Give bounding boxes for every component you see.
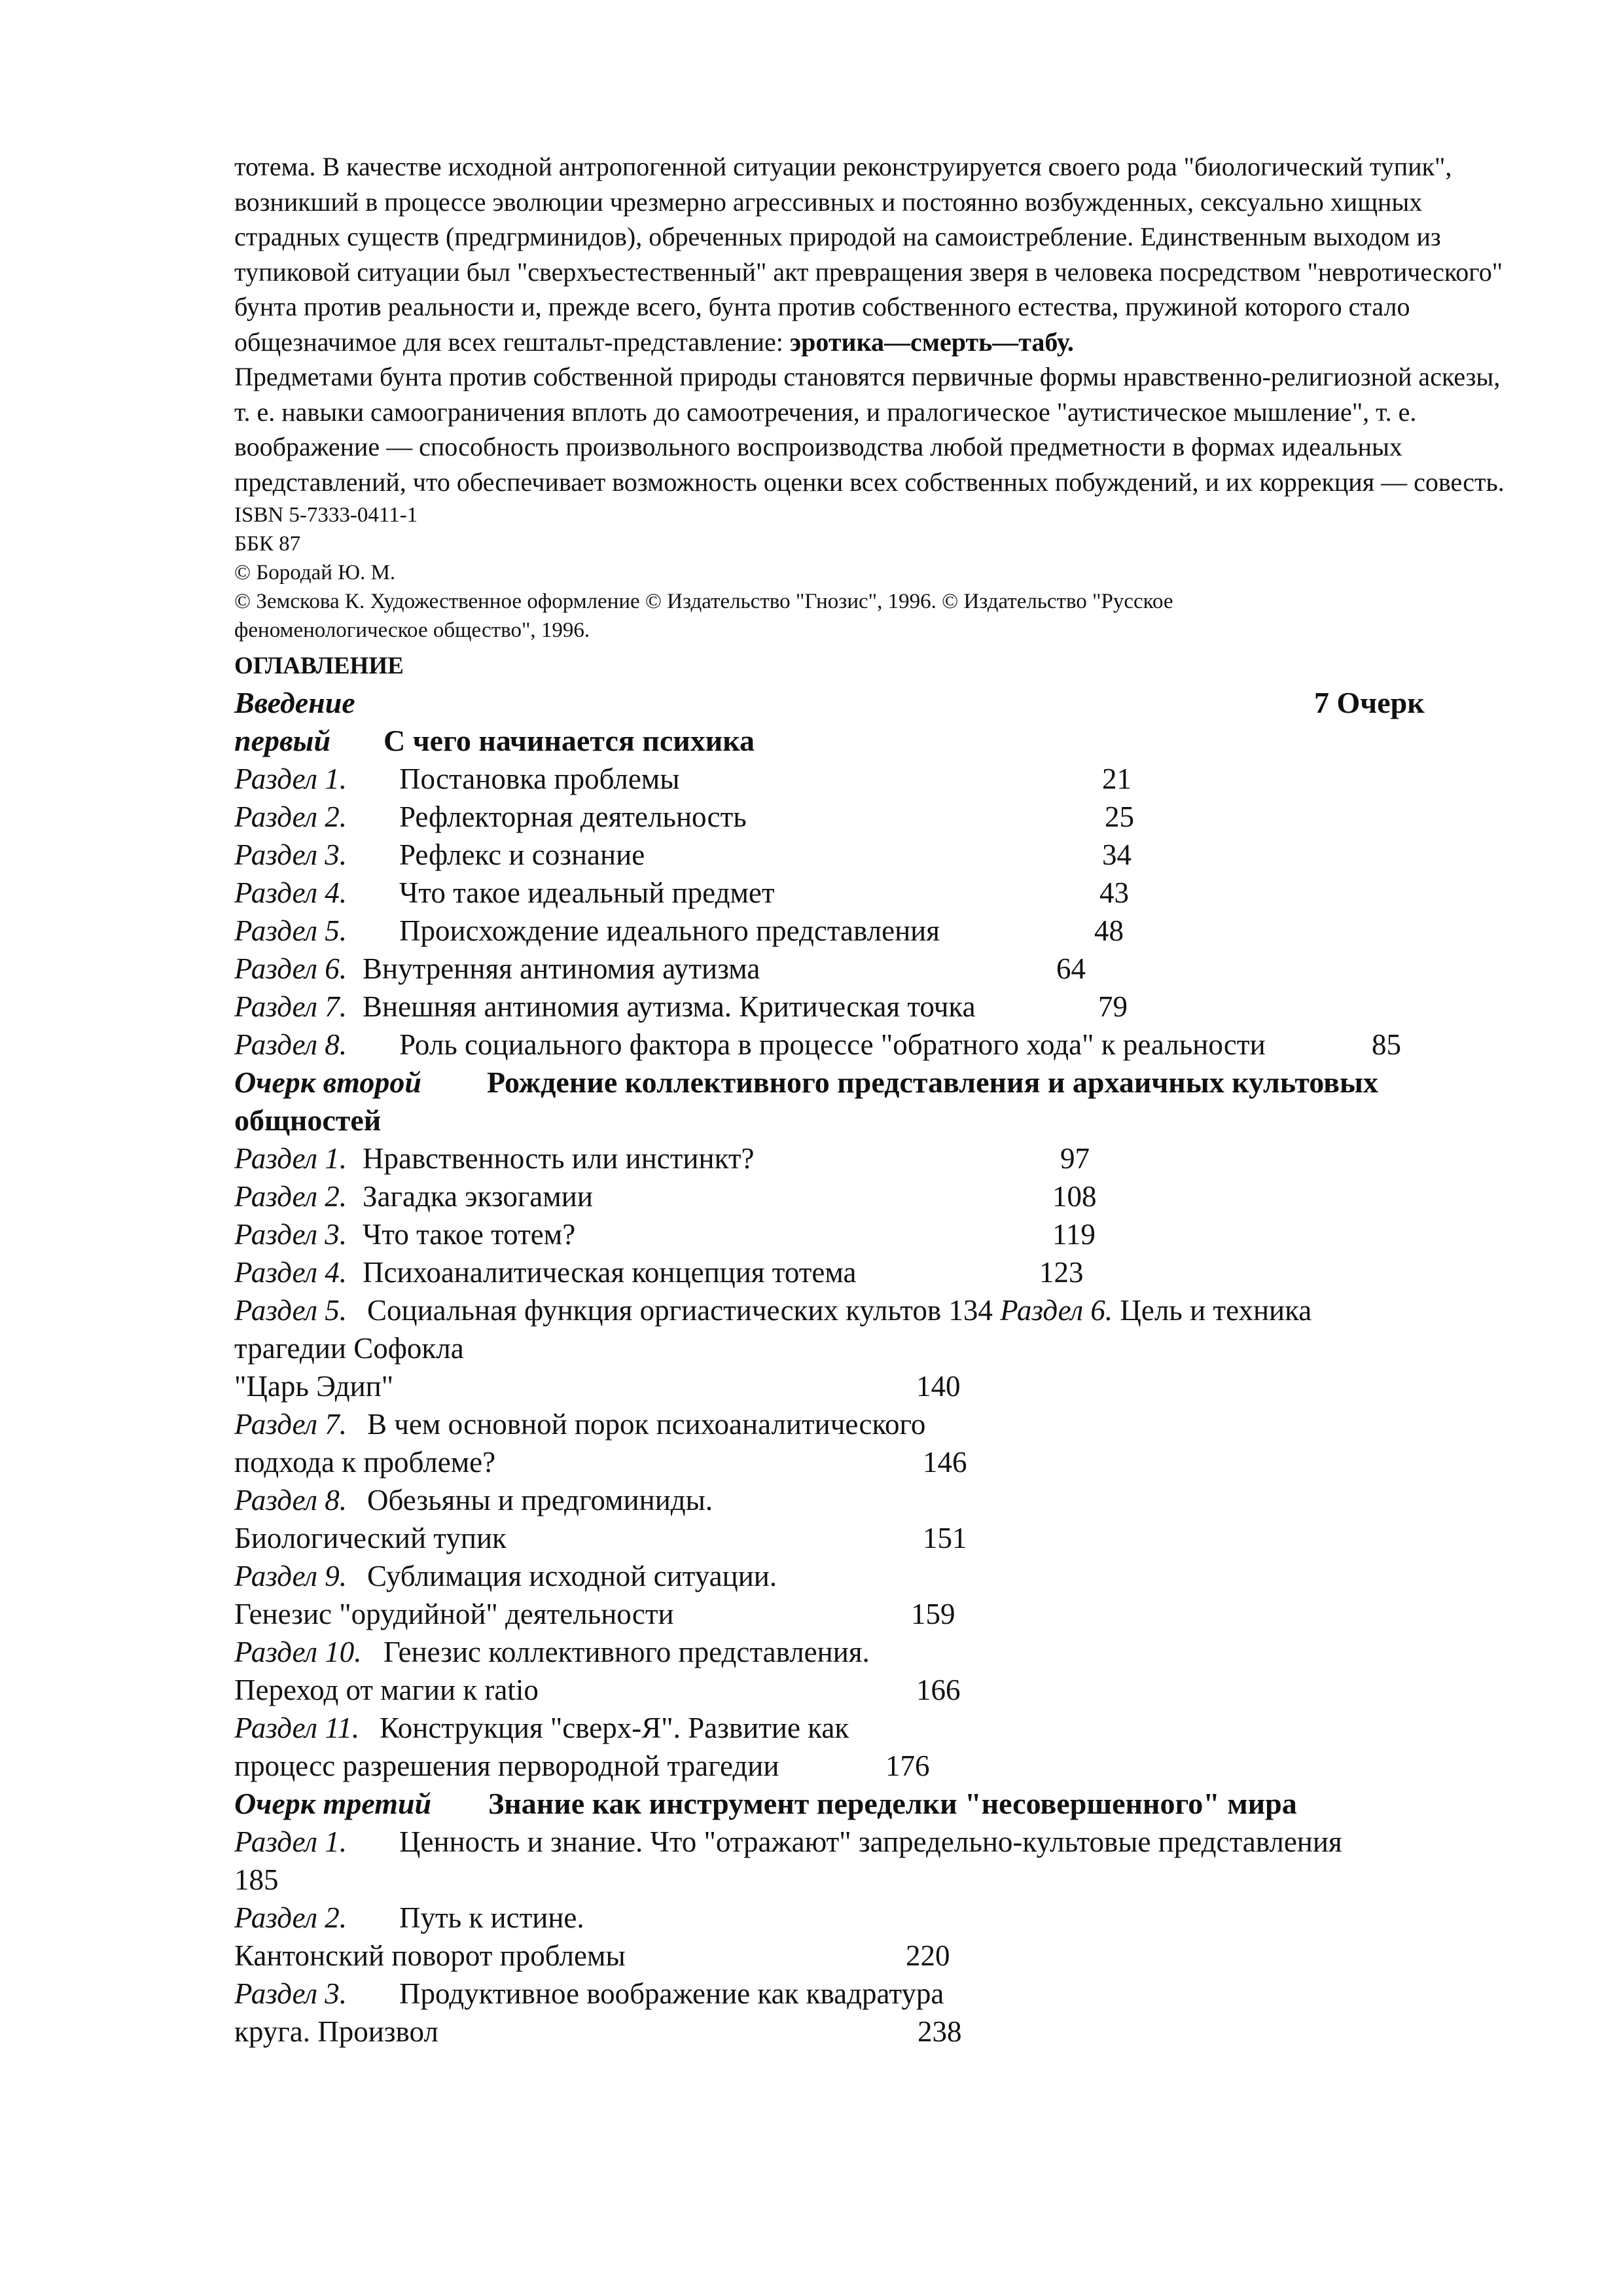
toc-entry-cont: подхода к проблеме? 146 <box>234 1446 967 1479</box>
table-of-contents <box>234 684 1517 2051</box>
toc-entry-title: Что такое тотем? <box>363 1218 576 1251</box>
isbn: ISBN 5-7333-0411-1 <box>234 503 418 527</box>
toc-entry-page: 25 <box>1105 800 1134 833</box>
toc-entry-title: Что такое идеальный предмет <box>399 876 775 909</box>
toc-entry-page: 108 <box>1052 1180 1097 1213</box>
toc-intro-tail: 7 Очерк <box>1314 686 1425 719</box>
toc-chapter-2-items <box>234 1139 1517 1291</box>
toc-entry-cont: Переход от магии к ratio 166 <box>234 1674 961 1706</box>
toc-entry: Раздел 8. Обезьяны и предгоминиды. <box>234 1484 713 1516</box>
toc-entry-label: Раздел 2. <box>234 800 348 833</box>
toc-entry <box>234 950 1517 988</box>
author-copyright: © Бородай Ю. М. <box>234 561 396 584</box>
toc-entry-label: Раздел 1. <box>234 762 348 795</box>
design-copyright-cont: феноменологическое общество", 1996. <box>234 619 590 642</box>
toc-entry-label: Раздел 4. <box>234 1256 348 1289</box>
toc-entry-label: Раздел 7. <box>234 990 348 1023</box>
toc-entry-page: 34 <box>1102 838 1132 871</box>
document-page <box>234 149 1517 2051</box>
toc-entry: Раздел 2. Путь к истине. <box>234 1901 584 1934</box>
toc-entry: Раздел 1. Ценность и знание. Что "отражают" запредельно-культовые представления <box>234 1825 1342 1858</box>
toc-entry <box>234 836 1517 874</box>
toc-chapter-3: Очерк третий Знание как инструмент переделки "несовершенного" мира <box>234 1787 1297 1820</box>
toc-entry-cont: "Царь Эдип" 140 <box>234 1370 961 1403</box>
toc-entry-label: Раздел 2. <box>234 1180 348 1213</box>
toc-entry <box>234 798 1517 836</box>
toc-entry: Раздел 3. Продуктивное воображение как квадратура <box>234 1977 944 2010</box>
toc-entry <box>234 1139 1517 1177</box>
toc-entry: Раздел 5. Социальная функция оргиастических культов 134 Раздел 6. Цель и техника <box>234 1294 1312 1327</box>
toc-entry-page: 79 <box>1098 990 1128 1023</box>
toc-chapter-2-cont: общностей <box>234 1103 382 1137</box>
toc-entry-label: Раздел 8. <box>234 1028 348 1061</box>
bbk: ББК 87 <box>234 532 301 556</box>
toc-entry-title: Психоаналитическая концепция тотема <box>363 1256 857 1289</box>
toc-entry: Раздел 7. В чем основной порок психоаналитического <box>234 1408 926 1441</box>
toc-entry-label: Раздел 3. <box>234 838 348 871</box>
toc-entry-page: 119 <box>1052 1218 1096 1251</box>
toc-entry-page: 123 <box>1039 1256 1084 1289</box>
toc-entry-label: Раздел 1. <box>234 1142 348 1175</box>
toc-entry-title: Рефлекс и сознание <box>399 838 645 871</box>
toc-entry-label: Раздел 6. <box>234 952 348 985</box>
toc-entry-title: Происхождение идеального представления <box>399 914 940 947</box>
toc-entry-page: 64 <box>1056 952 1086 985</box>
toc-entry: Раздел 10. Генезис коллективного представления. <box>234 1636 870 1668</box>
toc-chapter-1-items <box>234 760 1517 1064</box>
toc-entry <box>234 1026 1517 1064</box>
imprint <box>234 501 1517 645</box>
toc-entry <box>234 874 1517 912</box>
toc-entry-page: 21 <box>1102 762 1132 795</box>
abstract-text <box>234 149 1517 499</box>
toc-entry: Раздел 11. Конструкция "сверх-Я". Развитие как <box>234 1712 849 1744</box>
toc-entry <box>234 988 1517 1026</box>
toc-entry <box>234 912 1517 950</box>
design-copyright: © Земскова К. Художественное оформление © Издательство "Гнозис", 1996. © Издательство "Русское <box>234 590 1173 613</box>
toc-entry-page: 85 <box>1372 1028 1401 1061</box>
toc-entry-cont: процесс разрешения первородной трагедии 176 <box>234 1749 930 1782</box>
toc-entry: Раздел 9. Сублимация исходной ситуации. <box>234 1560 777 1592</box>
toc-entry <box>234 1253 1517 1291</box>
toc-entry-title: Нравственность или инстинкт? <box>363 1142 755 1175</box>
toc-entry-cont: Кантонский поворот проблемы 220 <box>234 1939 950 1972</box>
toc-heading: ОГЛАВЛЕНИЕ <box>234 653 404 679</box>
key-formula: эротика—смерть—табу. <box>789 327 1074 357</box>
toc-entry-title: Роль социального фактора в процессе "обратного хода" к реальности <box>399 1028 1266 1061</box>
toc-entry-page: 43 <box>1099 876 1129 909</box>
toc-entry-page: 97 <box>1060 1142 1090 1175</box>
toc-chapter-1: первый С чего начинается психика <box>234 724 755 757</box>
toc-entry-title: Внутренняя антиномия аутизма <box>363 952 760 985</box>
toc-entry-cont: Биологический тупик 151 <box>234 1522 967 1554</box>
toc-entry <box>234 1177 1517 1215</box>
toc-entry-cont: трагедии Софокла <box>234 1332 464 1365</box>
toc-entry-label: Раздел 4. <box>234 876 348 909</box>
toc-intro: Введение 7 Очерк <box>234 684 1517 722</box>
abstract-paragraph-2: Предметами бунта против собственной природы становятся первичные формы нравственно-религиозной аскезы, т. е. навыки самоограничения вплоть до самоотречения, и пралогическое "аутистическое мышление", т. е. воображение — способность произвольного воспроизводства любой предметности в формах идеальных представлений, что обеспечивает возможность оценки всех собственных побуждений, и их коррекция — совесть. <box>234 362 1505 497</box>
toc-entry-page: 48 <box>1094 914 1124 947</box>
toc-entry-cont: Генезис "орудийной" деятельности 159 <box>234 1598 955 1630</box>
toc-entry-cont: 185 <box>234 1863 279 1896</box>
toc-entry-title: Внешняя антиномия аутизма. Критическая точка <box>363 990 976 1023</box>
toc-entry <box>234 760 1517 798</box>
abstract-paragraph-1: тотема. В качестве исходной антропогенной ситуации реконструируется своего рода "биологический тупик", возникший в процессе эволюции чрезмерно агрессивных и постоянно возбужденных, сексуально хищных страдных существ (предгрминидов), обреченных природой на самоистребление. Единственным выходом из тупиковой ситуации был "сверхъестественный" акт превращения зверя в человека посредством "невротического" бунта против реальности и, прежде всего, бунта против собственного естества, пружиной которого стало общезначимое для всех гештальт-представление: эротика—смерть—табу. <box>234 152 1503 357</box>
toc-entry-title: Загадка экзогамии <box>363 1180 593 1213</box>
toc-chapter-2: Очерк второй Рождение коллективного представления и архаичных культовых <box>234 1066 1378 1099</box>
toc-entry-label: Раздел 5. <box>234 914 348 947</box>
toc-entry-cont: круга. Произвол 238 <box>234 2015 962 2048</box>
toc-entry-title: Постановка проблемы <box>399 762 680 795</box>
toc-entry-label: Раздел 3. <box>234 1218 348 1251</box>
toc-entry <box>234 1215 1517 1253</box>
toc-entry-title: Рефлекторная деятельность <box>399 800 747 833</box>
